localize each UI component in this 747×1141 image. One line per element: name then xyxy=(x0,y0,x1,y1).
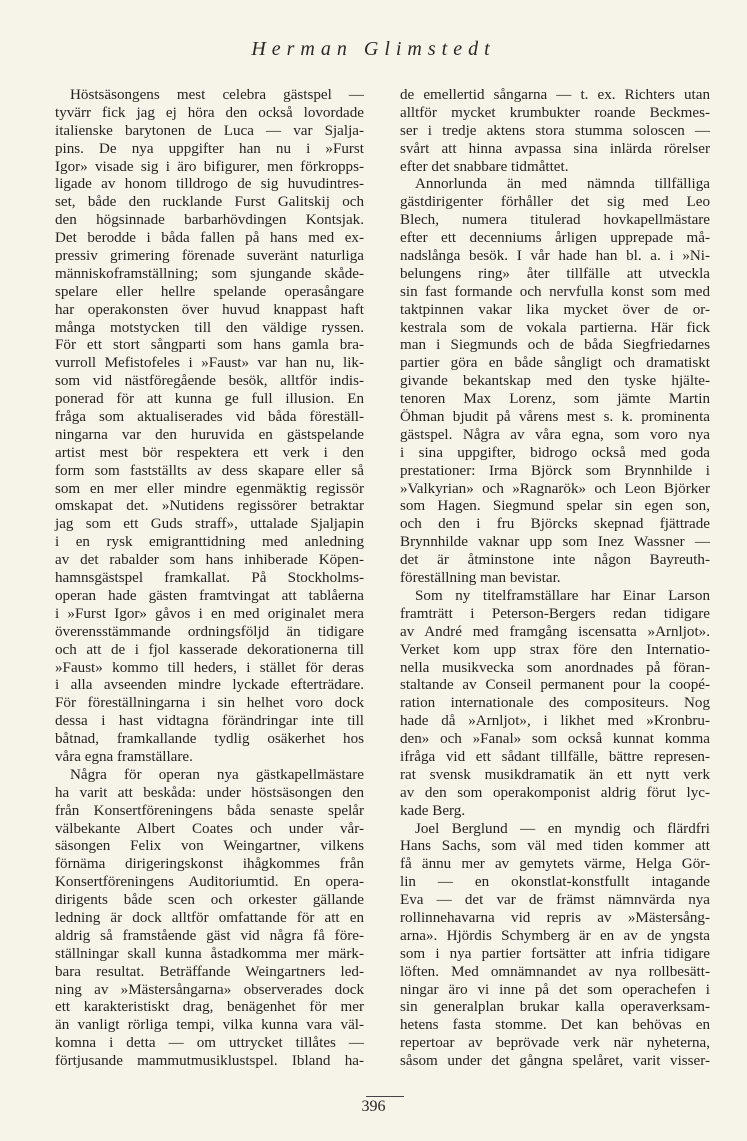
text-line: välbekante Albert Coates och under vår- xyxy=(55,820,364,837)
text-line: det är åtminstone inte någon Bayreuth- xyxy=(400,552,710,569)
text-line: Brynnhilde vaknar upp som Inez Wassner — xyxy=(400,534,710,551)
text-line: såsom under det gångna spelåret, varit visser- xyxy=(400,1053,710,1070)
text-line: ser i tredje aktens stora stumma soloscen — xyxy=(400,122,710,139)
text-line: överensstämmande ordningsföljd än tidigare xyxy=(55,623,364,640)
text-line: nadslånga besök. I vår hade han bl. a. i »Ni- xyxy=(400,248,710,265)
text-line: efter det snabbare tidmåttet. xyxy=(400,158,569,175)
text-line: pressiv grimering förenade suveränt naturliga xyxy=(55,248,364,265)
text-line: som en mer eller mindre egenmäktig regissör xyxy=(55,480,364,497)
text-line: i »Furst Igor» gåvos i en med originalet mera xyxy=(55,605,364,622)
text-line: aldrig så framstående gäst vid några få före- xyxy=(55,927,364,944)
text-line: båtnad, framkallande tydlig osäkerhet hos xyxy=(55,731,364,748)
text-line: Konsertföreningens Auditoriumtid. En opera- xyxy=(55,874,364,891)
text-line: och att de i fjol kasserade dekorationerna till xyxy=(55,641,364,658)
text-line: man i Siegmunds och de båda Siegfriedarnes xyxy=(400,337,710,354)
paragraph xyxy=(55,767,364,1071)
text-line: efter ett decenniums årligen upprepade må- xyxy=(400,230,710,247)
text-line: kestrala som de vokala partierna. Här fick xyxy=(400,319,710,336)
text-line: sin fast formande och nervfulla konst som med xyxy=(400,283,710,300)
text-line: löften. Med omnämnandet av nya rollbesätt- xyxy=(400,963,710,980)
text-line: ifråga vid ett sådant tillfälle, bättre represen- xyxy=(400,748,710,765)
text-line: taktpinnen vakar lika mycket över de or- xyxy=(400,301,710,318)
text-line: från Konsertföreningens båda senaste spelår xyxy=(55,802,364,819)
text-line: ställningar skall kunna åstadkomma mer märk- xyxy=(55,945,364,962)
text-line: pins. De nya uppgifter han nu i »Furst xyxy=(55,140,364,157)
text-line: få ännu mer av gemytets värme, Helga Gör- xyxy=(400,856,710,873)
text-line: komna i detta — om uttrycket tillåtes — xyxy=(55,1035,364,1052)
text-line: set, både den rucklande Furst Galitskij och xyxy=(55,194,364,211)
text-line: omskapat det. »Nutidens regissörer betraktar xyxy=(55,498,364,515)
text-line: ett karakteristiskt drag, benägenhet för mer xyxy=(55,999,364,1016)
paragraph xyxy=(400,821,710,1071)
text-line: många motstycken till den väldige ryssen. xyxy=(55,319,364,336)
text-line: spelare eller hellre spelande operasångare xyxy=(55,283,364,300)
text-line: belungens ring» åter tillfälle att utveckla xyxy=(400,265,710,282)
text-line: ha varit att beskåda: under höstsäsongen den xyxy=(55,784,364,801)
text-line: i alla avseenden mindre lyckade efterträdare. xyxy=(55,677,364,694)
text-line: ponerad för att kunna ge full illusion. En xyxy=(55,391,364,408)
text-line: gästdirigenter förhåller det sig med Leo xyxy=(400,194,710,211)
text-line: ningar äro vi inne på det som operachefen i xyxy=(400,981,710,998)
text-line: av det rabalder som hans inhiberade Köpen- xyxy=(55,552,364,569)
text-line: som i nya partier fortsätter att infria tidigare xyxy=(400,945,710,962)
text-line: »Valkyrian» och »Ragnarök» och Leon Björker xyxy=(400,480,710,497)
text-line: i en rysk emigranttidning med anledning xyxy=(55,534,364,551)
text-line: Höstsäsongens mest celebra gästspel — xyxy=(70,87,364,103)
text-line: bara resultat. Beträffande Weingartners led- xyxy=(55,963,364,980)
text-line: av den som operakomponist aldrig förut lyc- xyxy=(400,784,710,801)
text-line: partier göra en både sångligt och dramatiskt xyxy=(400,355,710,372)
text-line: ledning är dock alltför omfattande för att en xyxy=(55,909,364,926)
text-line: som Hagen. Siegmund spelar sin egen son, xyxy=(400,498,710,515)
text-column-right xyxy=(400,87,710,1071)
paragraph xyxy=(55,87,364,767)
text-line: ningarna var den huruvida en gästspelande xyxy=(55,426,364,443)
text-line: prestationer: Irma Björck som Brynnhilde i xyxy=(400,462,710,479)
text-line: fråga som aktualiserades vid båda föreställ- xyxy=(55,409,364,426)
text-line: nella musikvecka som anordnades på föran- xyxy=(400,659,710,676)
text-line: och den i fru Björcks skepnad fjättrade xyxy=(400,516,710,533)
text-line: Blech, numera titulerad hovkapellmästare xyxy=(400,212,710,229)
text-line: tenoren Max Lorenz, som jämte Martin xyxy=(400,391,710,408)
page-number-rule xyxy=(366,1096,404,1097)
running-header-author: Herman Glimstedt xyxy=(251,38,496,60)
text-line: sin generalplan brukar kalla operaverksam- xyxy=(400,999,710,1016)
text-line: Eva — det var de främst nämnvärda nya xyxy=(400,892,710,909)
text-line: Öhman bjudit på vårens mest s. k. prominenta xyxy=(400,409,710,426)
text-line: dirigents både scen och orkester gällande xyxy=(55,892,364,909)
text-line: den högsinnade barbarhövdingen Kontsjak. xyxy=(55,212,364,229)
text-line: tyvärr fick jag ej höra den också lovordade xyxy=(55,104,364,121)
text-line: våra egna framställare. xyxy=(55,748,193,765)
text-line: kade Berg. xyxy=(400,802,466,819)
text-line: repertoar av beprövade verk när nyheterna, xyxy=(400,1035,710,1052)
paragraph xyxy=(400,176,710,587)
text-line: säsongen Felix von Weingartner, vilkens xyxy=(55,838,364,855)
text-line: dessa i hast vidtagna förändringar inte till xyxy=(55,713,364,730)
text-line: vurroll Mefistofeles i »Faust» var han nu, lik- xyxy=(55,355,364,372)
text-line: den» och »Fanal» som också kunnat komma xyxy=(400,731,710,748)
text-line: förnäma dirigeringskonst ihågkommes från xyxy=(55,856,364,873)
text-line: av André med framgång iscensatta »Arnljot». xyxy=(400,623,710,640)
text-line: alltför mycket krumbukter roande Beckmes- xyxy=(400,104,710,121)
text-line: ligade av honom tilldrogo de sig huvudintres- xyxy=(55,176,364,193)
text-line: italienske barytonen de Luca — var Sjalja- xyxy=(55,122,364,139)
paragraph xyxy=(400,87,710,176)
text-line: har operakonsten över huvud knappast haft xyxy=(55,301,364,318)
text-line: människoframställning; som sjungande skåde- xyxy=(55,265,364,282)
text-line: Det berodde i båda fallen på hans med ex- xyxy=(55,230,364,247)
text-line: Verket kom upp strax före den Internatio- xyxy=(400,641,710,658)
text-line: jag som ett Guds straff», uttalade Sjaljapin xyxy=(55,516,364,533)
text-line: Igor» visade sig i äro bifigurer, men förkropps- xyxy=(55,158,364,175)
text-line: För föreställningarna i sin helhet voro dock xyxy=(55,695,364,712)
text-line: Hans Sachs, som väl med tiden kommer att xyxy=(400,838,710,855)
text-line: artist mest bör respektera ett verk i den xyxy=(55,444,364,461)
text-line: arna». Hjördis Schymberg är en av de yngsta xyxy=(400,927,710,944)
text-line: som vid nästföregående besök, alltför indis- xyxy=(55,373,364,390)
text-line: lin — en okonstlat-konstfullt intagande xyxy=(400,874,710,891)
text-line: rollinnehavarna vid repris av »Mästersång- xyxy=(400,909,710,926)
text-line: föreställning man bevistar. xyxy=(400,570,561,587)
text-line: Annorlunda än med nämnda tillfälliga xyxy=(415,176,710,193)
text-line: Joel Berglund — en myndig och flärdfri xyxy=(415,820,710,837)
text-line: givande bekantskap med den tyske hjälte- xyxy=(400,373,710,390)
text-line: ration internationale des compositeurs. Nog xyxy=(400,695,710,712)
text-line: form som fastställts av dess skapare eller så xyxy=(55,462,364,479)
text-line: rat svensk musikdramatik än ett nytt verk xyxy=(400,766,710,783)
text-line: För ett stort sångparti som hans gamla bra- xyxy=(55,337,364,354)
text-line: i sina uppgifter, bidrogo också med goda xyxy=(400,444,710,461)
page-number: 396 xyxy=(361,1098,386,1115)
text-line: operan hade gästen framtvingat att tablåerna xyxy=(55,587,364,604)
text-line: de emellertid sångarna — t. ex. Richters utan xyxy=(400,87,710,103)
text-line: ning av »Mästersångarna» observerades dock xyxy=(55,981,364,998)
text-line: förtjusande mammutmusiklustspel. Ibland ha- xyxy=(55,1053,364,1070)
text-line: staltande av Conseil permanent pour la coopé- xyxy=(400,677,710,694)
text-line: Som ny titelframställare har Einar Larson xyxy=(415,587,710,604)
text-line: än vanligt rörliga tempi, vilka kunna vara väl- xyxy=(55,1017,364,1034)
text-line: hade då »Arnljot», i likhet med »Kronbru- xyxy=(400,713,710,730)
text-line: svårt att hinna avpassa sina inlärda rörelser xyxy=(400,140,710,157)
text-line: gästspel. Några av våra egna, som voro nya xyxy=(400,426,710,443)
text-line: »Faust» kommo till heders, i stället för deras xyxy=(55,659,364,676)
text-column-left xyxy=(55,87,364,1071)
text-line: Några för operan nya gästkapellmästare xyxy=(70,766,364,783)
paragraph xyxy=(400,588,710,821)
text-line: hetens fasta stomme. Det kan behövas en xyxy=(400,1017,710,1034)
text-line: framträtt i Peterson-Bergers redan tidigare xyxy=(400,605,710,622)
text-line: hamnsgästspel framkallat. På Stockholms- xyxy=(55,570,364,587)
